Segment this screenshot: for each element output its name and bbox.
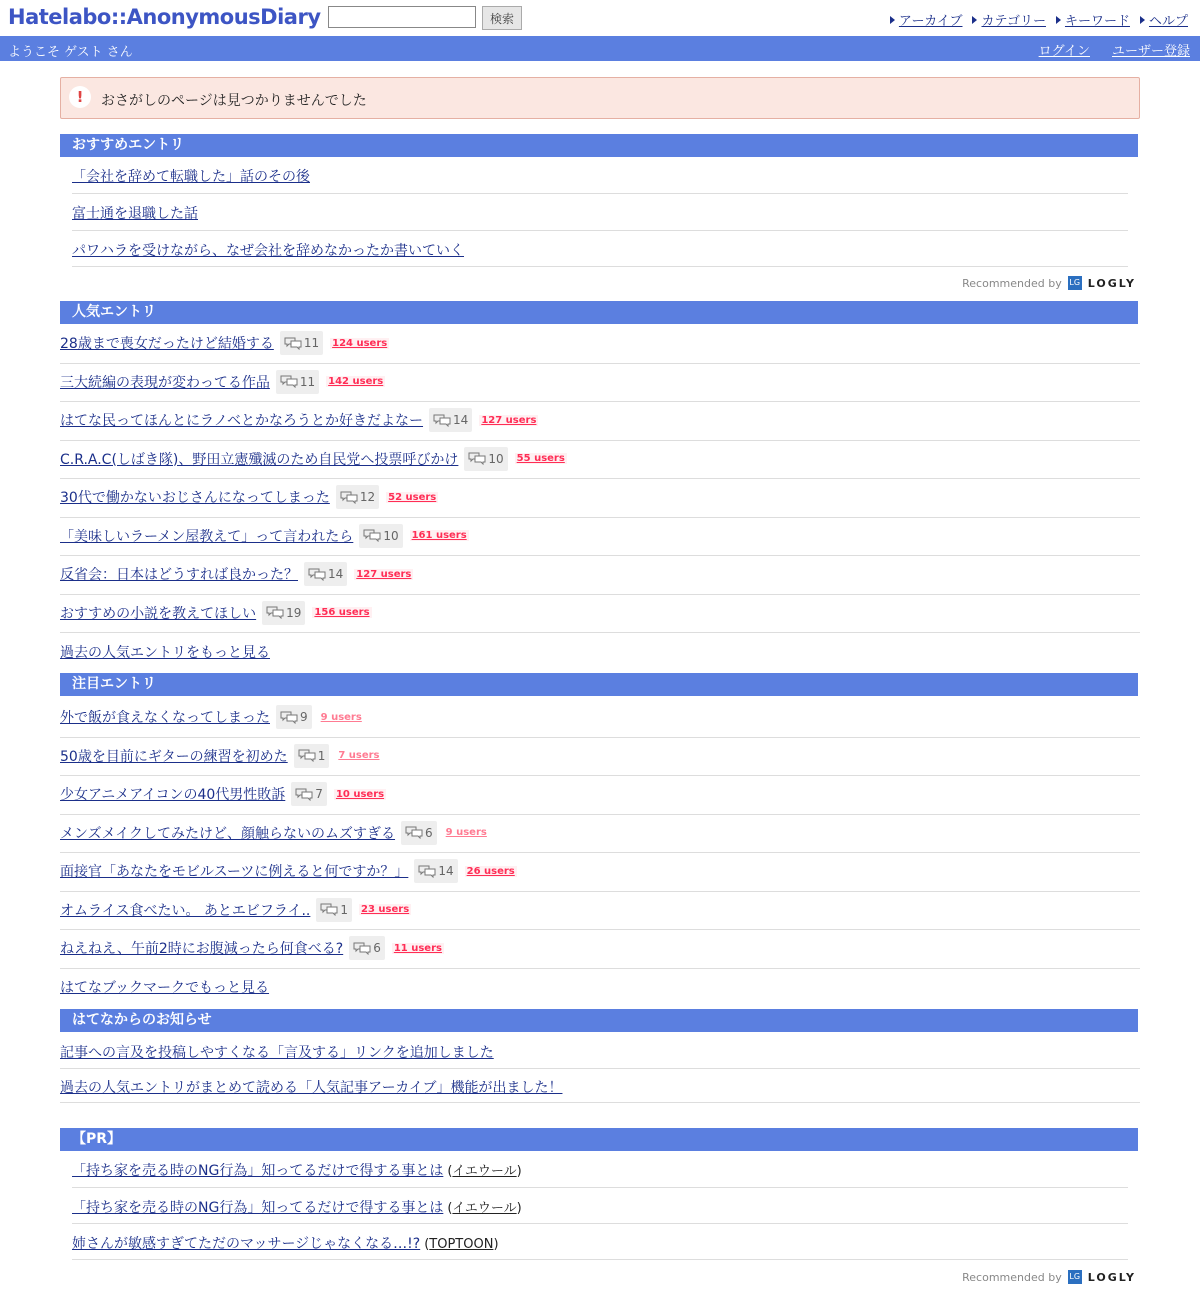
comment-count-badge[interactable]	[276, 705, 312, 729]
entry-title-link[interactable]: 「美味しいラーメン屋教えて」って言われたら	[60, 528, 354, 545]
entry-title-link[interactable]: 少女アニメアイコンの40代男性敗訴	[60, 787, 286, 803]
popular-heading: 人気エントリ	[60, 301, 1138, 324]
divider	[60, 401, 1140, 402]
pr-source-link[interactable]: TOPTOON	[429, 1237, 494, 1252]
recommended-by[interactable]	[962, 1270, 1136, 1284]
comment-count: 11	[299, 374, 316, 389]
divider	[60, 363, 1140, 364]
comment-bubbles-icon	[353, 942, 371, 955]
comment-count: 14	[328, 567, 344, 581]
news-item[interactable]: 過去の人気エントリがまとめて読める「人気記事アーカイブ」機能が出ました！	[60, 1080, 563, 1096]
entry-title-link[interactable]: ねえねえ、午前2時にお腹減ったら何食べる?	[60, 941, 344, 957]
entry-title-link[interactable]: 28歳まで喪女だったけど結婚する	[60, 336, 274, 352]
divider	[72, 266, 1128, 267]
recommended-by[interactable]	[962, 276, 1136, 290]
divider	[60, 891, 1140, 892]
entry-row	[60, 408, 538, 432]
divider	[60, 814, 1140, 815]
comment-count: 6	[425, 825, 433, 840]
entry-row	[60, 821, 489, 845]
pr-source-link[interactable]: イエウール	[452, 1164, 517, 1179]
comment-bubbles-icon	[280, 375, 298, 388]
comment-bubbles-icon	[340, 491, 358, 504]
entry-title-link[interactable]: 面接官「あなたをモビルスーツに例えると何ですか？」	[60, 864, 409, 880]
recommended-item[interactable]: パワハラを受けながら、なぜ会社を辞めなかったか書いていく	[72, 243, 464, 259]
entry-row	[60, 782, 386, 806]
nav-archive[interactable]	[890, 10, 963, 29]
entry-row	[60, 936, 444, 960]
bookmark-users-link[interactable]: 10 users	[335, 788, 385, 800]
entry-row	[60, 601, 372, 625]
comment-count-badge[interactable]	[401, 821, 437, 845]
welcome-text: ようこそ ゲスト さん	[8, 45, 133, 60]
nav-category-link[interactable]: カテゴリー	[981, 14, 1046, 29]
comment-bubbles-icon	[405, 826, 423, 839]
comment-bubbles-icon	[266, 606, 284, 619]
divider	[60, 929, 1140, 930]
comment-count: 14	[453, 413, 469, 427]
comment-count-badge[interactable]	[294, 744, 330, 768]
bookmark-users-link[interactable]: 52 users	[388, 491, 437, 503]
logly-logo-icon: LG	[1068, 276, 1082, 290]
comment-count: 1	[317, 748, 326, 763]
bookmark-users-link[interactable]: 127 users	[481, 414, 537, 426]
entry-title-link[interactable]: 外で飯が食えなくなってしまった	[60, 710, 270, 726]
comment-count: 14	[438, 864, 454, 878]
hot-heading: 注目エントリ	[60, 673, 1138, 696]
comment-count-badge[interactable]	[262, 601, 305, 625]
bookmark-users-link[interactable]: 23 users	[361, 904, 410, 915]
recommended-heading: おすすめエントリ	[60, 134, 1138, 157]
divider	[72, 1259, 1128, 1260]
recommended-item[interactable]: 富士通を退職した話	[72, 206, 198, 222]
divider	[60, 775, 1140, 776]
not-found-alert	[60, 77, 1140, 119]
entry-row	[60, 562, 413, 586]
bookmark-users-link[interactable]: 156 users	[314, 607, 370, 618]
entry-title-link[interactable]: おすすめの小説を教えてほしい	[60, 605, 257, 622]
entry-row	[60, 331, 389, 355]
comment-count: 6	[373, 941, 381, 955]
bookmark-users-link[interactable]: 7 users	[338, 750, 380, 761]
comment-count: 10	[488, 451, 504, 466]
comment-bubbles-icon	[418, 865, 436, 878]
comment-count-badge[interactable]	[464, 447, 507, 471]
entry-title-link[interactable]: 30代で働かないおじさんになってしまった	[60, 490, 330, 506]
divider	[72, 1187, 1128, 1188]
comment-bubbles-icon	[433, 414, 451, 427]
entry-title-link[interactable]: 反省会：日本はどうすれば良かった？	[60, 567, 298, 583]
divider	[60, 632, 1140, 633]
comment-count: 10	[383, 528, 399, 543]
bookmark-users-link[interactable]: 161 users	[411, 530, 467, 541]
entry-row	[60, 524, 469, 548]
comment-bubbles-icon	[468, 452, 486, 465]
comment-count: 12	[359, 490, 376, 504]
triangle-right-icon	[1140, 16, 1145, 24]
nav-help[interactable]	[1140, 10, 1188, 29]
logly-logo-icon: LG	[1068, 1270, 1082, 1284]
comment-bubbles-icon	[308, 568, 326, 581]
divider	[60, 594, 1140, 595]
pr-item-link[interactable]: 「持ち家を売る時のNG行為」知ってるだけで得する事とは	[72, 1163, 444, 1179]
recommended-by-label: Recommended by	[962, 1270, 1062, 1284]
user-bar	[0, 36, 1200, 61]
hot-more-link[interactable]: はてなブックマークでもっと見る	[60, 980, 270, 996]
comment-count: 9	[300, 710, 308, 724]
comment-count-badge[interactable]	[316, 898, 352, 922]
divider	[60, 1068, 1140, 1069]
pr-item	[72, 1197, 522, 1217]
top-nav	[890, 10, 1188, 29]
popular-more-link[interactable]: 過去の人気エントリをもっと見る	[60, 645, 270, 661]
bookmark-users-link[interactable]: 9 users	[445, 827, 487, 838]
news-heading: はてなからのお知らせ	[60, 1009, 1138, 1032]
divider	[72, 1223, 1128, 1224]
comment-count: 11	[303, 336, 320, 350]
pr-item-link[interactable]: 姉さんが敏感すぎてただのマッサージじゃなくなる…!?	[72, 1236, 421, 1252]
pr-source: (イエウール)	[447, 1164, 522, 1179]
comment-count: 7	[315, 787, 323, 801]
divider	[72, 230, 1128, 231]
exclamation-icon: !	[69, 86, 91, 108]
entry-row	[60, 859, 517, 883]
entry-title-link[interactable]: 三大続編の表現が変わってる作品	[60, 374, 270, 391]
comment-bubbles-icon	[320, 903, 338, 916]
comment-count: 19	[286, 605, 302, 620]
comment-bubbles-icon	[280, 711, 298, 724]
pr-source-link[interactable]: イエウール	[452, 1201, 517, 1216]
triangle-right-icon	[890, 16, 895, 24]
comment-count-badge[interactable]	[336, 485, 379, 509]
recommended-item[interactable]: 「会社を辞めて転職した」話のその後	[72, 169, 310, 185]
divider	[72, 193, 1128, 194]
divider	[60, 440, 1140, 441]
triangle-right-icon	[972, 16, 977, 24]
entry-row	[60, 705, 364, 729]
divider	[60, 555, 1140, 556]
comment-count-badge[interactable]	[349, 936, 385, 960]
pr-heading: 【PR】	[60, 1128, 1138, 1151]
comment-count-badge[interactable]	[280, 331, 323, 355]
recommended-by-label: Recommended by	[962, 276, 1062, 290]
entry-row	[60, 485, 438, 509]
bookmark-users-link[interactable]: 26 users	[466, 865, 515, 877]
comment-bubbles-icon	[295, 788, 313, 801]
bookmark-users-link[interactable]: 55 users	[516, 453, 565, 464]
triangle-right-icon	[1056, 16, 1061, 24]
bookmark-users-link[interactable]: 11 users	[393, 942, 442, 954]
alert-message: おさがしのページは見つかりませんでした	[101, 93, 367, 109]
bookmark-users-link[interactable]: 124 users	[332, 337, 388, 349]
header	[0, 0, 1200, 36]
entry-row	[60, 744, 382, 768]
site-logo[interactable]: Hatelabo::AnonymousDiary	[8, 5, 321, 29]
entry-row	[60, 370, 385, 394]
login-link[interactable]: ログイン	[1038, 44, 1090, 59]
nav-archive-link[interactable]: アーカイブ	[898, 14, 963, 29]
comment-count-badge[interactable]	[304, 562, 347, 586]
comment-count: 1	[340, 902, 349, 917]
pr-source: (イエウール)	[447, 1201, 522, 1216]
entry-title-link[interactable]: オムライス食べたい。 あとエビフライ..	[60, 902, 311, 919]
logly-wordmark: LOGLY	[1087, 1270, 1136, 1284]
divider	[60, 968, 1140, 969]
comment-count-badge[interactable]	[291, 782, 327, 806]
entry-row	[60, 898, 411, 922]
pr-source: (TOPTOON)	[424, 1237, 499, 1252]
register-link[interactable]: ユーザー登録	[1111, 44, 1190, 59]
divider	[60, 737, 1140, 738]
nav-category[interactable]	[972, 10, 1045, 29]
comment-count-badge[interactable]	[359, 524, 402, 548]
entry-title-link[interactable]: はてな民ってほんとにラノベとかなろうとか好きだよなー	[60, 413, 424, 429]
bookmark-users-link[interactable]: 127 users	[356, 568, 412, 580]
comment-bubbles-icon	[284, 337, 302, 350]
entry-title-link[interactable]: 50歳を目前にギターの練習を初めた	[60, 748, 288, 765]
bookmark-users-link[interactable]: 9 users	[320, 711, 362, 723]
comment-bubbles-icon	[363, 529, 381, 542]
nav-keyword[interactable]	[1056, 10, 1130, 29]
comment-count-badge[interactable]	[429, 408, 472, 432]
divider	[60, 478, 1140, 479]
search-button[interactable]: 検索	[482, 6, 522, 30]
logly-wordmark: LOGLY	[1087, 276, 1136, 290]
pr-item-link[interactable]: 「持ち家を売る時のNG行為」知ってるだけで得する事とは	[72, 1200, 444, 1216]
entry-row	[60, 447, 567, 471]
divider	[60, 517, 1140, 518]
pr-item	[72, 1160, 522, 1180]
divider	[60, 1102, 1140, 1103]
comment-bubbles-icon	[298, 749, 316, 762]
entry-title-link[interactable]: メンズメイクしてみたけど、顔触らないのムズすぎる	[60, 825, 396, 842]
divider	[60, 852, 1140, 853]
news-item[interactable]: 記事への言及を投稿しやすくなる「言及する」リンクを追加しました	[60, 1045, 494, 1061]
comment-count-badge[interactable]	[414, 859, 457, 883]
bookmark-users-link[interactable]: 142 users	[328, 376, 384, 387]
pr-item	[72, 1233, 499, 1253]
nav-keyword-link[interactable]: キーワード	[1064, 14, 1130, 29]
comment-count-badge[interactable]	[276, 370, 319, 394]
nav-help-link[interactable]: ヘルプ	[1148, 14, 1188, 29]
entry-title-link[interactable]: C.R.A.C(しばき隊)、野田立憲殲滅のため自民党へ投票呼びかけ	[60, 451, 459, 468]
search-input[interactable]	[328, 6, 476, 28]
